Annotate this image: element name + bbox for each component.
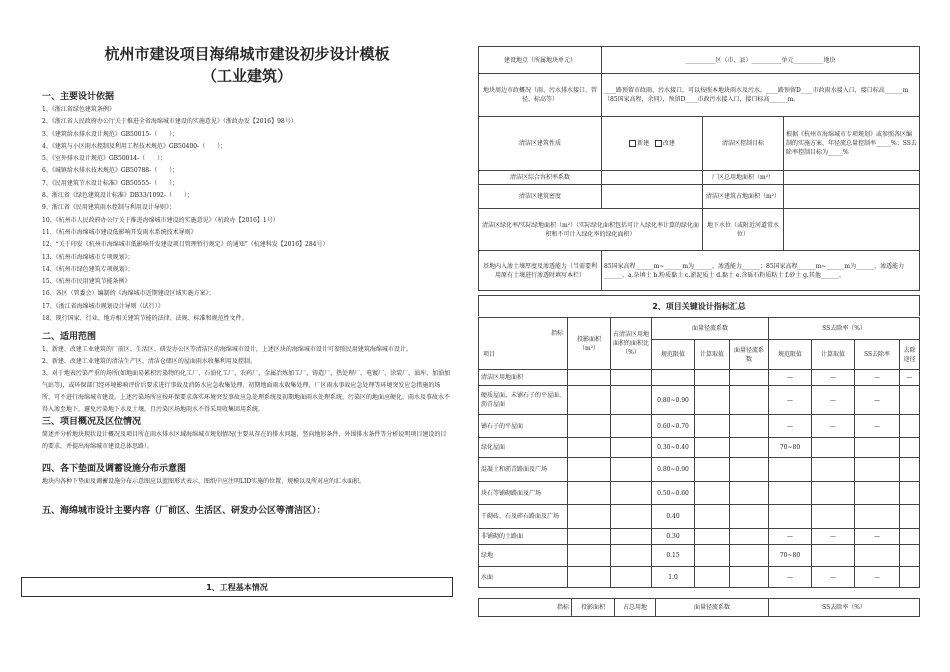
table-row xyxy=(479,567,920,588)
key-indicators-table xyxy=(478,317,920,588)
basis-item: 7、《民用建筑节水设计标准》GB50555-（ ）； xyxy=(42,179,179,187)
density-value[interactable] xyxy=(602,185,703,209)
project-info-table xyxy=(478,46,920,291)
cell[interactable] xyxy=(568,567,611,588)
totals-table xyxy=(478,598,920,617)
row-ss xyxy=(855,458,900,482)
row-path xyxy=(900,505,920,529)
cell[interactable] xyxy=(568,386,611,415)
cell[interactable] xyxy=(568,545,611,567)
scope-paragraph: 3、对于地表污染严重的场所(如地面易累积污染物的化工厂、石油化工厂、农药厂、金属冶炼加工厂、铸造厂、热处理厂、电镀厂、涂装厂、油库、加油加气站等)，或环保部门经环境影响评价后要求进行事故及消防水应急收集处理、初期地面雨水收集处理、厂区雨水事故应急处理等环境突发应急措施的场所，可不进行海绵城市建设。上述污染场所应按环保要求落实环境突发事故应急处理系统及初期地面雨水处理系统，污染区的地面应硬化，雨水及事故水不得入渗至地下，避免污染地下水及土壤，且污染区场地雨水不得采用收集回用系统。 xyxy=(42,370,451,414)
row-ss: — xyxy=(855,370,900,386)
basis-item: 9、浙江省《民用建筑雨水控制与利用设计导则》； xyxy=(42,204,175,212)
cell[interactable] xyxy=(568,458,611,482)
basis-item: 12、“关于印发《杭州市海绵城市低影响开发建设项目管理暂行规定》的通知”（杭建科发【2016】284号） xyxy=(42,241,329,249)
green-label: 清洁区绿化率/实际绿地面积（m²）（实际绿化面积包括可计入绿化率计算的绿化面积和不可计入绿化率的绿化面积） xyxy=(479,209,703,251)
rebuild-checkbox[interactable] xyxy=(655,140,662,147)
row-name: 清洁区用地面积 xyxy=(479,370,568,386)
basis-item: 18、现行国家、行业、地方相关建筑节能的法律、法规、标准和规范性文件。 xyxy=(42,315,248,323)
basis-item: 14、《杭州市绿色建筑专项规划》； xyxy=(42,265,134,273)
row-calc2 xyxy=(812,458,855,482)
cell[interactable] xyxy=(611,567,652,588)
far-value[interactable] xyxy=(602,171,703,185)
basis-item: 13、《杭州市海绵城市专项规划》； xyxy=(42,253,134,261)
cell[interactable] xyxy=(695,482,730,505)
basic-info-box: 1、工程基本情况 xyxy=(21,577,453,597)
target-value[interactable]: 根据《杭州市海绵城市专项规划》或参照各区编制的实施方案，年径流总量控制率_____%；SS去除率控制目标为_____% xyxy=(784,117,920,171)
cell[interactable] xyxy=(611,386,652,415)
section-heading-scope: 二、适用范围 xyxy=(42,332,97,343)
basis-item: 11、《杭州市海绵城市建设低影响开发雨水系统技术导则》 xyxy=(42,228,197,236)
cell[interactable] xyxy=(611,505,652,529)
rebuild-label: 改建 xyxy=(662,140,675,147)
row-calc2: — xyxy=(812,415,855,438)
document-subtitle: （工业建筑） xyxy=(201,67,292,85)
header-share: 占清洁区用地面积的面积比（%） xyxy=(611,318,652,370)
table-row xyxy=(479,458,920,482)
row-norm2: — xyxy=(769,386,812,415)
row-calc2: — xyxy=(812,370,855,386)
groundwater-label: 地下水位（或附近河道常水位） xyxy=(703,209,784,251)
header-indicator: 指标 xyxy=(550,329,563,337)
cell[interactable] xyxy=(611,438,652,458)
row-path xyxy=(900,567,920,588)
cell[interactable] xyxy=(568,415,611,438)
nature-label: 清洁区建筑性质 xyxy=(479,117,602,171)
row-norm: 0.40 xyxy=(652,505,695,529)
basis-item: 8、浙江省《绿色建筑设计标准》DB33/1092-（ ）； xyxy=(42,192,193,200)
section-heading-overview: 三、项目概况及区位情况 xyxy=(42,417,142,428)
muni-value[interactable]: ____路预留市政雨、污水接口，可以按照本地块雨水及污水。____路预留D____市政雨水接入口，接口标高______m（85国家高程，余同），预留D____市政污水接入口，接口标高______m。 xyxy=(602,74,920,117)
row-calc2: — xyxy=(812,386,855,415)
new-checkbox[interactable] xyxy=(629,140,636,147)
row-name: 块石等铺砌路面及广场 xyxy=(479,482,568,505)
plant-area-label: 厂区总用地面积（m²） xyxy=(703,171,784,185)
row-name: 绿地 xyxy=(479,545,568,567)
basis-item: 5、《室外排水设计规范》GB50014-（ ）； xyxy=(42,155,167,163)
section-heading-diagram: 四、各下垫面及调蓄设施分布示意图 xyxy=(42,464,187,475)
clean-area-value[interactable] xyxy=(784,185,920,209)
cell[interactable] xyxy=(611,415,652,438)
row-ss: — xyxy=(855,415,900,438)
cell[interactable] xyxy=(730,545,769,567)
soil-label: 基地内入渗土壤厚度及渗透能力（当需要利用原有土壤进行渗透时填写本栏） xyxy=(479,251,602,291)
cell[interactable] xyxy=(568,370,611,386)
row-calc2 xyxy=(812,482,855,505)
cell[interactable] xyxy=(730,505,769,529)
table-row xyxy=(479,438,920,458)
footer-ss: SS去除率（%） xyxy=(769,599,920,617)
cell[interactable] xyxy=(695,529,730,545)
cell[interactable] xyxy=(730,529,769,545)
basis-item: 15、《杭州市民用建筑节能条例》 xyxy=(42,278,131,286)
basis-item: 3、《建筑给水排水设计规范》GB50015-（ ）； xyxy=(42,130,179,138)
cell[interactable] xyxy=(695,438,730,458)
header-runoff: 面量径流系数 xyxy=(652,318,769,340)
footer-runoff: 面量径流系数 xyxy=(656,599,769,617)
basis-item: 17、《浙江省海绵城市规划设计导则（试行）》 xyxy=(42,302,164,310)
row-ss xyxy=(855,505,900,529)
cell[interactable] xyxy=(695,505,730,529)
basis-item: 16、各区（管委会）编制的《海绵城市近期建设区域实施方案》； xyxy=(42,290,215,298)
row-ss: — xyxy=(855,529,900,545)
cell[interactable] xyxy=(695,567,730,588)
footer-share: 占总用地 xyxy=(615,599,656,617)
density-label: 清洁区建筑密度 xyxy=(479,185,602,209)
row-norm: 0.80~0.90 xyxy=(652,458,695,482)
row-path xyxy=(900,545,920,567)
footer-proj-area: 投影面积 xyxy=(572,599,615,617)
row-name: 干砌砖、石及碎石路面及广场 xyxy=(479,505,568,529)
row-name: 绿化屋面 xyxy=(479,438,568,458)
site-label: 建设地点（所属地块单元） xyxy=(479,47,602,74)
basis-item: 4、《建筑与小区雨水控制及利用工程技术规范》GB50400-（ ）； xyxy=(42,142,227,150)
clean-area-label: 清洁区建筑占地面积（m²） xyxy=(703,185,784,209)
plant-area-value[interactable] xyxy=(784,171,920,185)
basis-item: 2、《浙江省人民政府办公厅关于推进全省海绵城市建设的实施意见》（浙政办发【2016】98号） xyxy=(42,118,297,126)
row-calc2 xyxy=(812,438,855,458)
row-path xyxy=(900,415,920,438)
row-norm2: — xyxy=(769,529,812,545)
row-name: 硬质屋面、未铺石子的平屋面、沥青屋面 xyxy=(479,386,568,415)
row-calc2 xyxy=(812,545,855,567)
row-name: 水面 xyxy=(479,567,568,588)
muni-label: 地块周边市政概况（雨、污水排水接口、管径、标高等） xyxy=(479,74,602,117)
row-path xyxy=(900,529,920,545)
cell[interactable] xyxy=(695,545,730,567)
cell[interactable] xyxy=(695,386,730,415)
cell[interactable] xyxy=(695,415,730,438)
row-norm2: — xyxy=(769,415,812,438)
header-corner xyxy=(479,318,568,370)
table-row xyxy=(479,545,920,567)
basis-item: 6、《城镇给水排水技术规范》GB50788-（ ）； xyxy=(42,167,179,175)
row-ss xyxy=(855,545,900,567)
row-norm2: 70~80 xyxy=(769,438,812,458)
header-norm2: 规范限值 xyxy=(769,340,812,370)
table-row xyxy=(479,529,920,545)
cell[interactable] xyxy=(611,529,652,545)
groundwater-value[interactable] xyxy=(784,209,920,251)
header-norm: 规范限值 xyxy=(652,340,695,370)
row-calc2 xyxy=(812,505,855,529)
footer-indicator: 指标 xyxy=(479,599,572,617)
row-ss: — xyxy=(855,386,900,415)
row-norm xyxy=(652,370,695,386)
key-indicators-heading: 2、项目关键设计指标汇总 xyxy=(478,295,920,316)
header-item: 项目 xyxy=(483,350,496,358)
header-ss: SS去除率（%） xyxy=(769,318,920,340)
row-ss xyxy=(855,438,900,458)
cell[interactable] xyxy=(568,438,611,458)
row-name: 铺石子的平屋面 xyxy=(479,415,568,438)
row-norm: 0.30 xyxy=(652,529,695,545)
cell[interactable] xyxy=(730,438,769,458)
table-row xyxy=(479,482,920,505)
table-row xyxy=(479,386,920,415)
target-label: 清洁区控制目标 xyxy=(703,117,784,171)
far-label: 清洁区综合容积率系数 xyxy=(479,171,602,185)
header-proj-area: 投影面积（m²） xyxy=(568,318,611,370)
row-name: 非铺砌的土路面 xyxy=(479,529,568,545)
section-heading-basis: 一、主要设计依据 xyxy=(42,92,115,102)
header-calc: 计算取值 xyxy=(695,340,730,370)
basis-list xyxy=(42,104,452,325)
row-norm2 xyxy=(769,458,812,482)
row-norm2: 70~80 xyxy=(769,545,812,567)
cell[interactable] xyxy=(695,458,730,482)
overview-paragraph: 简述并分析地块现状设计概况及项目所在雨水排水区域海绵城市规划情况(主要从存在的排水问题、竖向地形条件、外围排水条件等分析说明项目建设的目的要求，并提出海绵城市建设总体思路）。 xyxy=(42,431,447,451)
cell[interactable] xyxy=(568,482,611,505)
cell[interactable] xyxy=(611,458,652,482)
cell[interactable] xyxy=(730,482,769,505)
site-value[interactable]: __________区（市、县）__________单元__________地块 xyxy=(602,47,920,74)
header-path: 去除途径 xyxy=(900,340,920,370)
table-row xyxy=(479,370,920,386)
row-norm: 0.80~0.90 xyxy=(652,386,695,415)
row-norm2 xyxy=(769,505,812,529)
basis-item: 10、《杭州市人民政府办公厅关于推进海绵城市建设的实施意见》（杭政办【2016】1号） xyxy=(42,216,279,224)
cell[interactable] xyxy=(730,370,769,386)
cell[interactable] xyxy=(611,370,652,386)
table-row xyxy=(479,415,920,438)
cell[interactable] xyxy=(568,529,611,545)
row-norm: 0.15 xyxy=(652,545,695,567)
row-path: — xyxy=(900,370,920,386)
nature-options xyxy=(602,117,703,171)
header-calc2: 计算取值 xyxy=(812,340,855,370)
new-label: 新建 xyxy=(637,140,650,147)
row-ss xyxy=(855,482,900,505)
cell[interactable] xyxy=(611,482,652,505)
cell[interactable] xyxy=(695,370,730,386)
row-norm: 0.50~0.60 xyxy=(652,482,695,505)
diagram-paragraph: 地块内各种下垫面及调蓄设施分布示意图应以蓝图形式表示，图纸中应注明LID实施的位置、规模以及所对应的汇水面积。 xyxy=(42,478,366,486)
header-ss-rate: SS去除率 xyxy=(855,340,900,370)
row-norm2: — xyxy=(769,370,812,386)
header-runoff-sys: 面量径流系数 xyxy=(730,340,769,370)
section-heading-design: 五、海绵城市设计主要内容（厂前区、生活区、研发办公区等清洁区）： xyxy=(42,506,326,517)
row-path xyxy=(900,458,920,482)
soil-value[interactable]: 85国家高程______m~______m为______，渗透能力______；85国家高程______m~______m为______，渗透能力______。a.杂填土 b.粉质黏土 c.淤泥质土 d.黏土 e.含砾石粉质粘土 f.砂土 g.其他______。 xyxy=(602,251,920,291)
row-norm: 0.30~0.40 xyxy=(652,438,695,458)
row-path xyxy=(900,438,920,458)
document-title: 杭州市建设项目海绵城市建设初步设计模板 xyxy=(104,45,390,63)
basis-item: 1、《浙江省绿色建筑条例》 xyxy=(42,106,115,113)
row-norm2 xyxy=(769,482,812,505)
table-row xyxy=(479,505,920,529)
cell[interactable] xyxy=(611,545,652,567)
row-path xyxy=(900,482,920,505)
left-column xyxy=(42,44,452,518)
cell[interactable] xyxy=(568,505,611,529)
row-norm2: — xyxy=(769,567,812,588)
row-path xyxy=(900,386,920,415)
row-name: 混凝土和沥青路面及广场 xyxy=(479,458,568,482)
row-calc2: — xyxy=(812,567,855,588)
row-norm: 0.60~0.70 xyxy=(652,415,695,438)
cell[interactable] xyxy=(730,458,769,482)
row-ss: — xyxy=(855,567,900,588)
row-norm: 1.0 xyxy=(652,567,695,588)
cell[interactable] xyxy=(730,386,769,415)
row-calc2: — xyxy=(812,529,855,545)
cell[interactable] xyxy=(730,567,769,588)
scope-paragraph: 1、新建、改建工业建筑的厂前区、生活区、研发办公区等清洁区的海绵城市设计，上述区块的海绵城市设计可参照民用建筑海绵城市设计。 xyxy=(42,346,412,354)
cell[interactable] xyxy=(730,415,769,438)
scope-paragraph: 2、新建、改建工业建筑的清洁生产区、清洁仓储区的屋面雨水收集利用及控制。 xyxy=(42,358,256,366)
